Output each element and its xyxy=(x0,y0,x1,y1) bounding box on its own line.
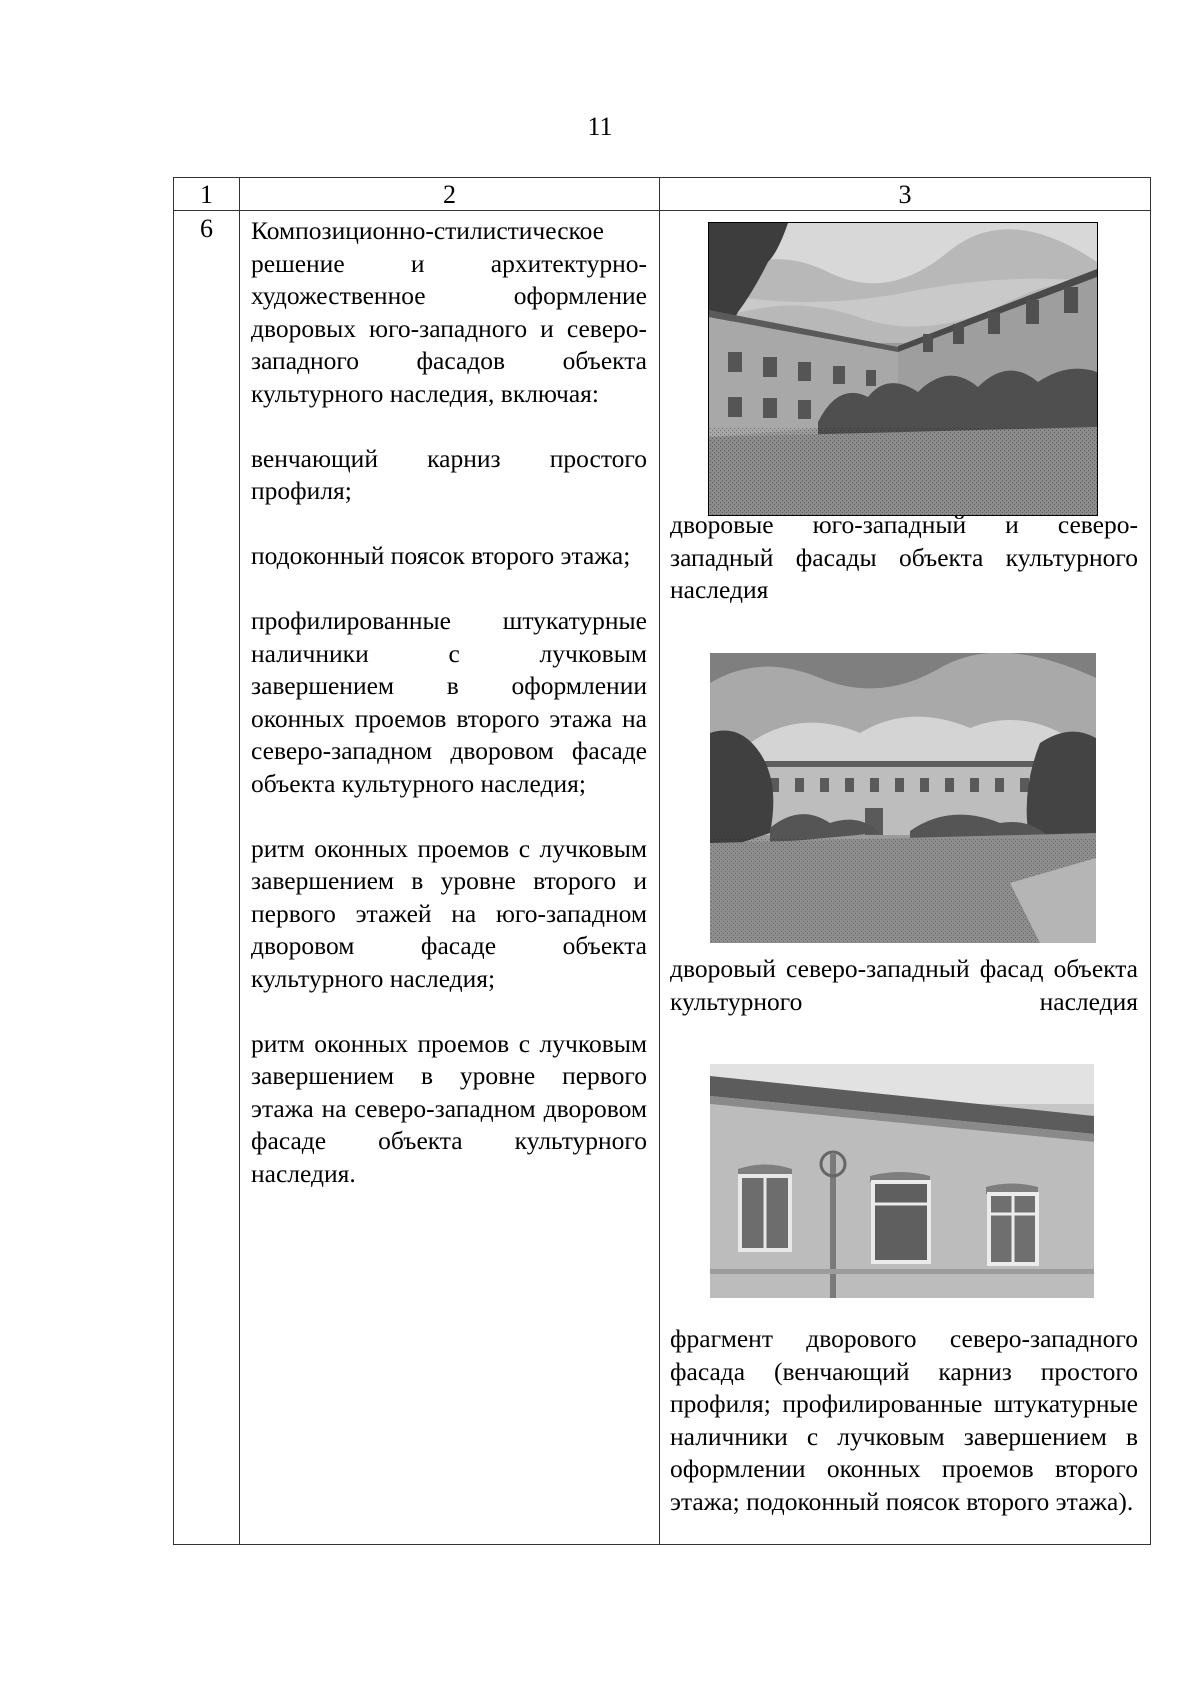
column-divider xyxy=(239,178,240,1544)
header-col-3: 3 xyxy=(898,180,912,209)
courtyard-photo-2 xyxy=(710,653,1096,943)
column-divider xyxy=(659,178,660,1544)
page-number: 11 xyxy=(587,112,613,141)
courtyard-photo-1 xyxy=(708,222,1098,516)
description-intro: Композиционно-стилистическое решение и архитектурно-художественное оформление дворовых юго-западного и северо-западного фасадов объекта культурного наследия, включая: xyxy=(251,216,647,408)
photo-1-caption: дворовые юго-западный и северо-западный фасады объекта культурного наследия xyxy=(670,510,1138,604)
row-number: 6 xyxy=(200,214,213,243)
description-item: профилированные штукатурные наличники с лучковым завершением в оформлении оконных проемов второго этажа на северо-западном дворовом фасаде объекта культурного наследия; xyxy=(251,606,647,798)
description-item: подоконный поясок второго этажа; xyxy=(251,541,631,570)
description-item: ритм оконных проемов с лучковым завершением в уровне первого этажа на северо-западном дворовом фасаде объекта культурного наследия. xyxy=(251,1028,647,1188)
photo-3-caption: фрагмент дворового северо-западного фасада (венчающий карниз простого профиля; профилированные штукатурные наличники с лучковым завершением в оформлении оконных проемов второго этажа; подоконный поясок второго этажа). xyxy=(670,1324,1138,1516)
heritage-table xyxy=(173,177,1151,1545)
facade-fragment-photo xyxy=(710,1064,1094,1298)
description-cell xyxy=(251,215,647,1223)
photo-2-caption: дворовый северо-западный фасад объекта культурного наследия xyxy=(670,954,1138,1016)
header-col-2: 2 xyxy=(443,180,456,209)
header-col-1: 1 xyxy=(200,180,213,209)
description-item: ритм оконных проемов с лучковым завершением в уровне второго и первого этажей на юго-западном дворовом фасаде объекта культурного наследия; xyxy=(251,833,647,993)
description-item: венчающий карниз простого профиля; xyxy=(251,443,647,505)
header-divider xyxy=(174,210,1150,211)
